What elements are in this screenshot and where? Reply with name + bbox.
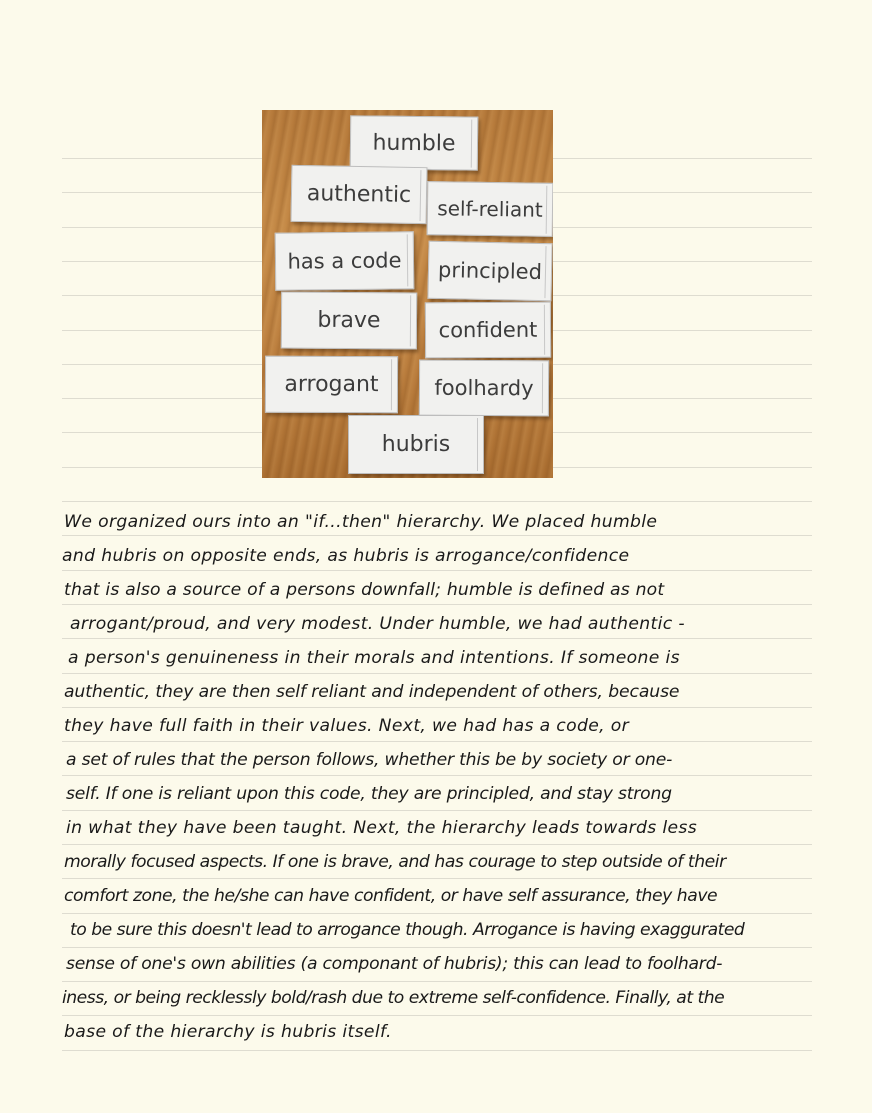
card-has-a-code: has a code xyxy=(275,231,415,290)
note-line: base of the hierarchy is hubris itself. xyxy=(64,1022,392,1042)
note-line: they have full faith in their values. Next, we had has a code, or xyxy=(64,716,630,736)
card-principled: principled xyxy=(427,241,552,302)
note-line: self. If one is reliant upon this code, they are principled, and stay strong xyxy=(66,784,672,804)
note-line: and hubris on opposite ends, as hubris is arrogance/confidence xyxy=(62,546,630,566)
note-line: a set of rules that the person follows, whether this be by society or one- xyxy=(66,750,673,770)
note-line: comfort zone, the he/she can have confident, or have self assurance, they have xyxy=(64,886,718,906)
note-line: to be sure this doesn't lead to arrogance though. Arrogance is having exaggurated xyxy=(70,920,745,940)
note-line: that is also a source of a persons downfall; humble is defined as not xyxy=(64,580,665,600)
card-foolhardy: foolhardy xyxy=(419,360,549,417)
card-humble: humble xyxy=(350,115,479,170)
note-line: We organized ours into an "if...then" hierarchy. We placed humble xyxy=(64,512,658,532)
card-confident: confident xyxy=(425,302,551,359)
card-hubris: hubris xyxy=(348,415,484,474)
word-cards-photo xyxy=(262,110,553,478)
note-line: arrogant/proud, and very modest. Under humble, we had authentic - xyxy=(70,614,685,634)
ruled-line xyxy=(62,501,812,502)
note-line: sense of one's own abilities (a componant of hubris); this can lead to foolhard- xyxy=(66,954,723,974)
note-line: morally focused aspects. If one is brave, and has courage to step outside of their xyxy=(64,852,726,872)
note-line: in what they have been taught. Next, the hierarchy leads towards less xyxy=(66,818,698,838)
card-authentic: authentic xyxy=(291,165,428,224)
card-self-reliant: self-reliant xyxy=(427,181,553,237)
ruled-line xyxy=(62,1050,812,1051)
note-line: a person's genuineness in their morals and intentions. If someone is xyxy=(68,648,680,668)
card-arrogant: arrogant xyxy=(265,356,398,413)
note-line: authentic, they are then self reliant and independent of others, because xyxy=(64,682,680,702)
note-line: iness, or being recklessly bold/rash due to extreme self-confidence. Finally, at the xyxy=(62,988,725,1008)
card-brave: brave xyxy=(281,292,417,350)
